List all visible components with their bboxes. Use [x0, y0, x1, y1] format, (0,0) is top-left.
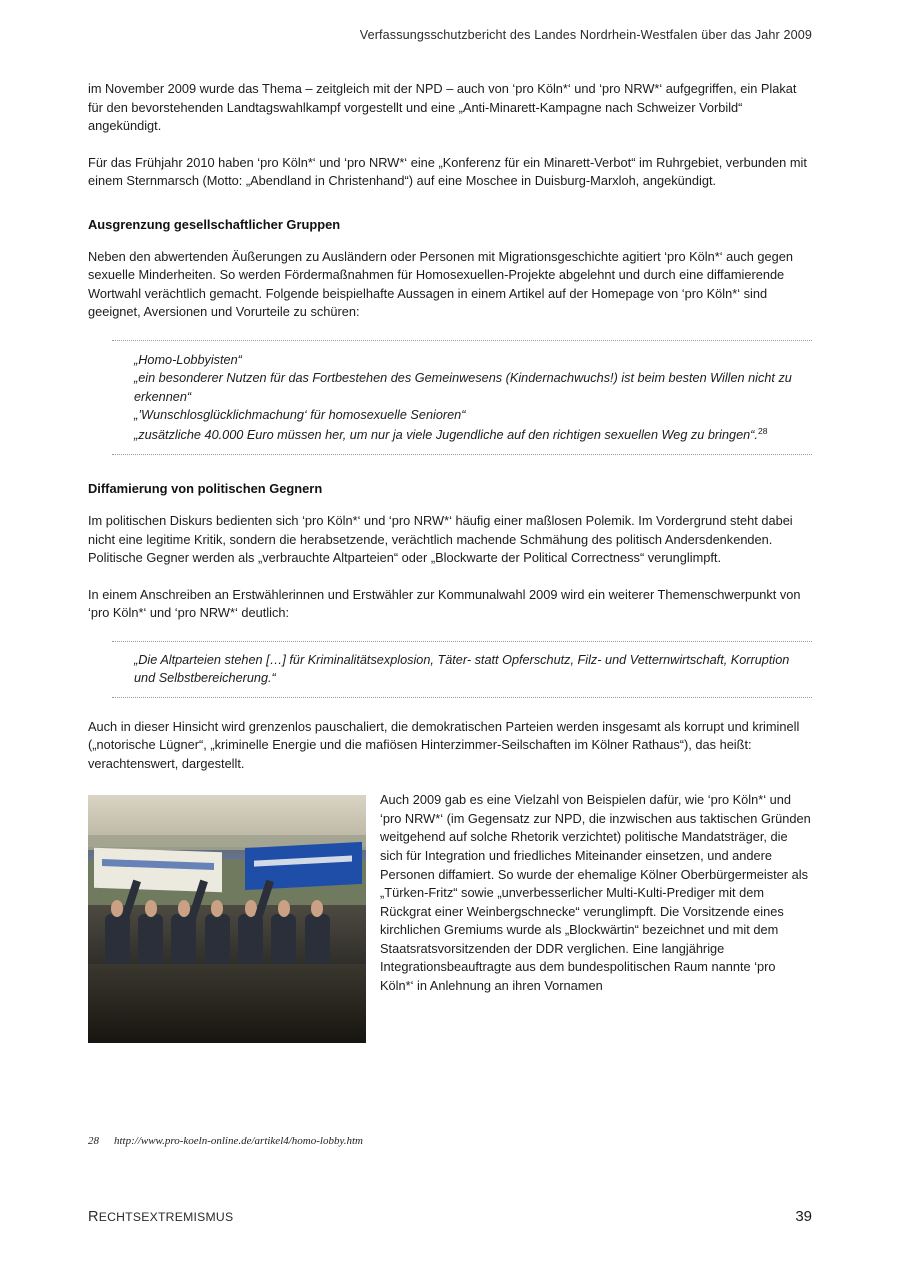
- photo-person: [138, 914, 163, 969]
- paragraph-ausgrenzung-1: Neben den abwertenden Äußerungen zu Ausländern oder Personen mit Migrationsgeschichte agitiert ‘pro Köln*‘ auch gegen sexuelle Minderheiten. So werden Fördermaßnahmen für Homosexuellen-Projekte abgelehnt und durch eine diffamierende Wortwahl verächtlich gemacht. Folgende beispielhafte Aussagen in einem Artikel auf der Homepage von ‘pro Köln*‘ sind geeignet, Aversionen und Vorurteile zu schüren:: [88, 248, 793, 320]
- page-number: 39: [795, 1208, 812, 1225]
- quote-block-homo-lobby: [112, 340, 812, 455]
- photo-person: [238, 914, 263, 969]
- footnote-marker: 28: [757, 425, 768, 436]
- paragraph-diffamierung-2: In einem Anschreiben an Erstwählerinnen und Erstwähler zur Kommunalwahl 2009 wird ein weiterer Themenschwerpunkt von ‘pro Köln*‘ und ‘pro NRW*‘ deutlich:: [88, 586, 801, 621]
- quote-line: „Die Altparteien stehen […] für Kriminalitätsexplosion, Täter- statt Opferschutz, Filz- und Vetternwirtschaft, Korruption und Selbstbereicherung.“: [134, 652, 790, 686]
- paragraph-diffamierung-3: Auch in dieser Hinsicht wird grenzenlos pauschaliert, die demokratischen Parteien werden insgesamt als korrupt und kriminell („notorische Lügner“, „kriminelle Energie und die mafiösen Hinterzimmer-Seilschaften im Kölner Rathaus“), das heißt: verachtenswert, dargestellt.: [88, 718, 800, 771]
- paragraph-diffamierung-1: Im politischen Diskurs bedienten sich ‘pro Köln*‘ und ‘pro NRW*‘ häufig einer maßlosen Polemik. Im Vordergrund steht dabei nicht eine legitime Kritik, sondern die herabsetzende, verächtlich machende Schmähung des politisch Andersdenkenden. Politische Gegner werden als „verbrauchte Altparteien“ oder „Blockwarte der Political Correctness“ verunglimpft.: [88, 513, 793, 566]
- photo-person: [171, 914, 196, 969]
- running-header: Verfassungsschutzbericht des Landes Nordrhein-Westfalen über das Jahr 2009: [359, 28, 812, 42]
- demonstration-photo: [88, 795, 366, 1043]
- photo-person: [205, 914, 230, 969]
- quote-line: „’Wunschlosglücklichmachung‘ für homosexuelle Senioren“: [134, 408, 466, 423]
- photo-banner-blue: [245, 842, 362, 890]
- text-with-image-wrap: [88, 791, 812, 1047]
- quote-line: „Homo-Lobbyisten“: [134, 352, 242, 367]
- photo-person: [305, 914, 330, 969]
- page-content: [88, 80, 812, 1047]
- photo-person: [271, 914, 296, 969]
- page-footer: [88, 1208, 812, 1225]
- footnote-number: 28: [88, 1135, 99, 1147]
- photo-person: [105, 914, 130, 969]
- footer-chapter-label: [88, 1209, 233, 1225]
- section-heading-ausgrenzung: Ausgrenzung gesellschaftlicher Gruppen: [88, 216, 341, 232]
- paragraph-diffamierung-4: Auch 2009 gab es eine Vielzahl von Beispielen dafür, wie ‘pro Köln*‘ und ‘pro NRW*‘ (im Gegensatz zur NPD, die inzwischen aus taktischen Gründen weitgehend auf solche Rhetorik verzichtet) politische Mandatsträger, die sich für Integration und friedliches Miteinander einsetzen, und andere Personen diffamiert. So wurde der ehemalige Kölner Oberbürgermeister als „Türken-Fritz“ sowie „unverbesserlicher Multi-Kulti-Prediger mit dem Rückgrat einer Weinbergschnecke“ verunglimpft. Die Vorsitzende eines kirchlichen Gremiums wurde als „Blockwärtin“ bezeichnet und mit dem Staatsratsvorsitzenden der DDR verglichen. Eine langjährige Integrationsbeauftragte aus dem bundespolitischen Raum nannte ‘pro Köln*‘ in Anlehnung an ihren Vornamen: [380, 792, 811, 993]
- photo-crowd: [88, 964, 366, 1043]
- footer-chapter-initial: R: [88, 1209, 99, 1225]
- footnote-28: [88, 1135, 812, 1147]
- paragraph-intro-2: Für das Frühjahr 2010 haben ‘pro Köln*‘ und ‘pro NRW*‘ eine „Konferenz für ein Minarett-Verbot“ im Ruhrgebiet, verbunden mit einem Sternmarsch (Motto: „Abendland in Christenhand“) auf eine Moschee in Duisburg-Marxloh, angekündigt.: [88, 154, 807, 189]
- section-heading-diffamierung: Diffamierung von politischen Gegnern: [88, 481, 323, 497]
- quote-block-altparteien: [112, 641, 812, 698]
- footer-chapter-rest: ECHTSEXTREMISMUS: [98, 1210, 234, 1224]
- paragraph-intro-1: im November 2009 wurde das Thema – zeitgleich mit der NPD – auch von ‘pro Köln*‘ und ‘pro NRW*‘ aufgegriffen, ein Plakat für den bevorstehenden Landtagswahlkampf vorgestellt und eine „Anti-Minarett-Kampagne nach Schweizer Vorbild“ angekündigt.: [88, 81, 797, 134]
- quote-line-text: „zusätzliche 40.000 Euro müssen her, um nur ja viele Jugendliche auf den richtigen sexuellen Weg zu bringen“.: [134, 427, 758, 442]
- quote-line: „ein besonderer Nutzen für das Fortbestehen des Gemeinwesens (Kindernachwuchs!) ist beim besten Willen nicht zu erkennen“: [134, 371, 792, 404]
- quote-line-with-footnote: [112, 425, 812, 445]
- footnote-text: http://www.pro-koeln-online.de/artikel4/homo-lobby.htm: [114, 1135, 363, 1147]
